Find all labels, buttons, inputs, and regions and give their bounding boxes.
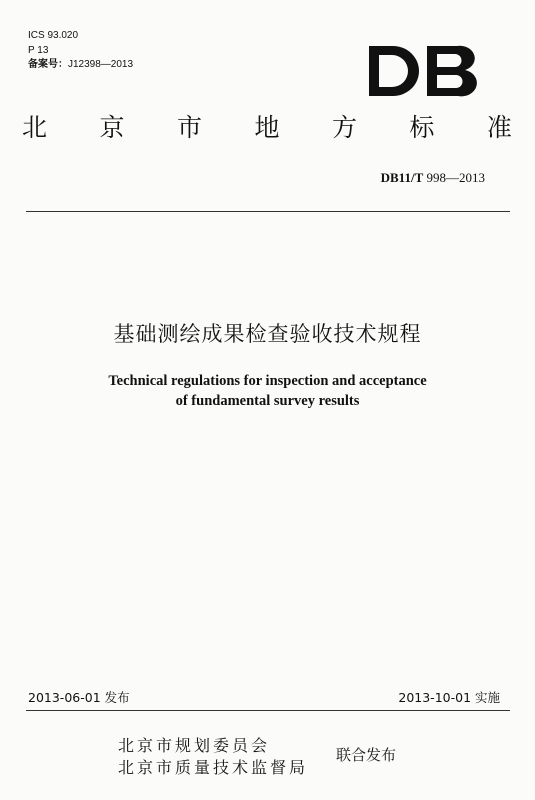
record-value: J12398—2013 (68, 59, 134, 70)
title-char: 京 (99, 113, 125, 142)
english-title-line2: of fundamental survey results (175, 393, 360, 409)
standard-prefix: DB11/T (380, 170, 424, 185)
title-char: 北 (22, 113, 48, 142)
joint-release-label: 联合发布 (336, 746, 397, 764)
standard-code: 998—2013 (426, 170, 485, 185)
title-char: 方 (331, 113, 357, 142)
issuer-planning-commission: 北京市规划委员会 (118, 736, 271, 755)
english-title-line1: Technical regulations for inspection and acceptance (108, 373, 427, 389)
standard-number (381, 170, 485, 186)
title-char: 市 (176, 113, 202, 142)
title-char: 地 (254, 113, 280, 142)
db-logo (365, 42, 483, 100)
title-char: 准 (486, 113, 512, 142)
document-title-chinese: 基础测绘成果检查验收技术规程 (113, 322, 422, 346)
title-char: 标 (409, 113, 435, 142)
divider-bottom (26, 710, 510, 711)
issue-date: 2013-06-01 发布 (28, 690, 130, 705)
record-label: 备案号： (28, 59, 68, 70)
classification-text: P 13 (28, 45, 49, 56)
record-number (28, 58, 133, 71)
classification-code (28, 44, 48, 57)
issuer-quality-bureau: 北京市质量技术监督局 (118, 758, 309, 777)
standard-category-title (22, 113, 512, 143)
ics-code (28, 29, 78, 42)
ics-text: ICS 93.020 (28, 30, 79, 41)
document-title-english (0, 371, 535, 411)
divider-top (26, 211, 510, 212)
implementation-date: 2013-10-01 实施 (398, 690, 500, 705)
